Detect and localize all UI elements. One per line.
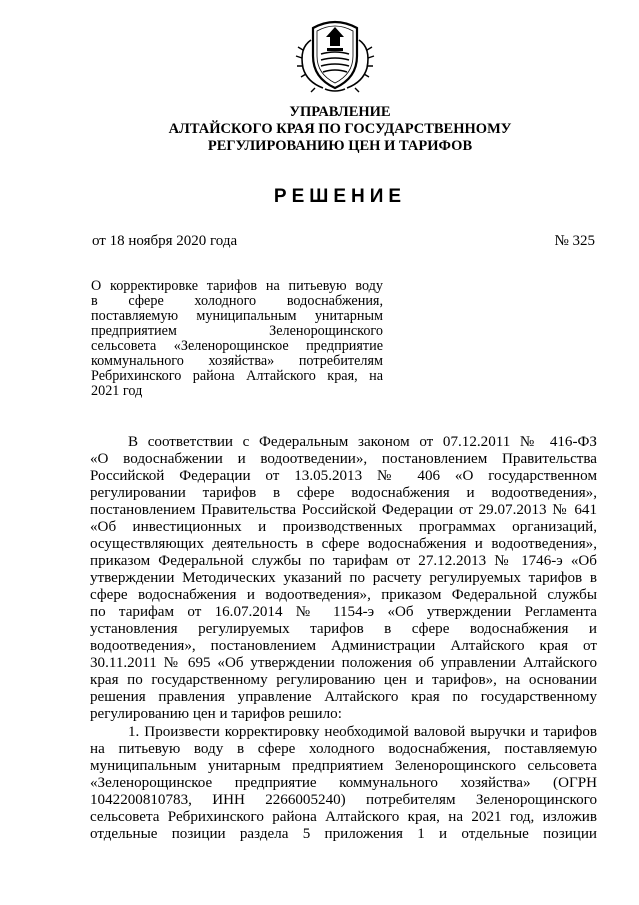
preamble-line: по тарифам от 16.07.2014 № 1154-э «Об утверждении Регламента (90, 604, 597, 620)
item-1-line: «Зеленорощинское предприятие коммунального хозяйства» (ОГРН (90, 775, 597, 791)
decision-date: от 18 ноября 2020 года (92, 233, 238, 249)
org-name-line-1: УПРАВЛЕНИЕ (289, 104, 391, 120)
preamble-line: сфере водоснабжения и водоотведения», приказом Федеральной службы (90, 587, 597, 603)
org-name-line-2: АЛТАЙСКОГО КРАЯ ПО ГОСУДАРСТВЕННОМУ (168, 121, 512, 137)
preamble-line: осуществляющих деятельность в сфере водоснабжения и водоотведения», (90, 536, 597, 552)
item-1-line: 1042200810783, ИНН 2266005240) потребителям Зеленорощинского (90, 792, 597, 808)
subject-line: предприятием Зеленорощинского (91, 323, 383, 339)
subject-line: Ребрихинского района Алтайского края, на (91, 368, 383, 384)
preamble-line: регулированию цен и тарифов решило: (90, 706, 342, 722)
preamble-line: «О водоснабжении и водоотведении», постановлением Правительства (90, 451, 597, 467)
subject-line: О корректировке тарифов на питьевую воду (91, 278, 383, 294)
preamble-line: утверждении Методических указаний по расчету регулируемых тарифов в (90, 570, 597, 586)
preamble-line: приказом Федеральной службы по тарифам от 27.12.2013 № 1746-э «Об (90, 553, 597, 569)
decision-number: № 325 (554, 233, 595, 249)
org-name-line-3: РЕГУЛИРОВАНИЮ ЦЕН И ТАРИФОВ (207, 138, 473, 154)
preamble-line: решения правления управление Алтайского края по государственному (90, 689, 597, 705)
item-1-line: отдельные позиции раздела 5 приложения 1 и отдельные позиции (90, 826, 597, 842)
preamble-line: постановлением Правительства Российской Федерации от 29.07.2013 № 641 (90, 502, 597, 518)
subject-line: 2021 год (91, 383, 143, 399)
preamble-line: регулировании тарифов в сфере водоснабжения и водоотведения», (90, 485, 597, 501)
subject-line: поставляемую муниципальным унитарным (91, 308, 383, 324)
preamble-line: 30.11.2011 № 695 «Об утверждении положения об управлении Алтайского (90, 655, 597, 671)
subject-line: сельсовета «Зеленорощинское предприятие (91, 338, 383, 354)
item-1-line: сельсовета Ребрихинского района Алтайского края, на 2021 год, изложив (90, 809, 597, 825)
preamble-line: «Об инвестиционных и производственных программах организаций, (90, 519, 597, 535)
preamble-line: края по государственному регулированию цен и тарифов», на основании (90, 672, 597, 688)
preamble-line: Российской Федерации от 13.05.2013 № 406 «О государственном (90, 468, 597, 484)
preamble-line: водоотведения», постановлением Администрации Алтайского края от (90, 638, 597, 654)
preamble-line: В соответствии с Федеральным законом от 07.12.2011 № 416-ФЗ (128, 434, 597, 450)
preamble-line: установления регулируемых тарифов в сфере водоснабжения и (90, 621, 597, 637)
item-1-line: муниципальным унитарным предприятием Зеленорощинского сельсовета (90, 758, 597, 774)
subject-line: в сфере холодного водоснабжения, (91, 293, 383, 309)
item-1-line: на питьевую воду в сфере холодного водоснабжения, поставляемую (90, 741, 597, 757)
subject-line: коммунального хозяйства» потребителям (91, 353, 383, 369)
document-title: РЕШЕНИЕ (273, 186, 407, 207)
item-1-line: 1. Произвести корректировку необходимой валовой выручки и тарифов (128, 724, 597, 740)
altai-krai-coat-of-arms (293, 10, 377, 94)
